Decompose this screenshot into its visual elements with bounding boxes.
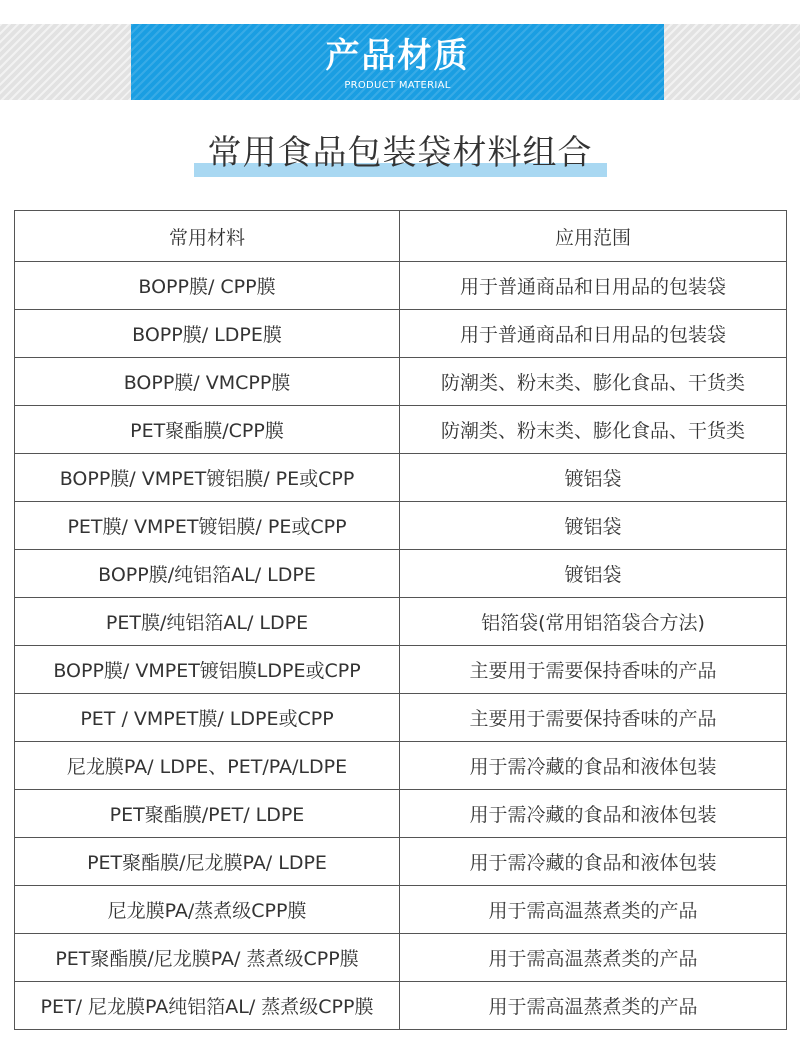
- usage-cell: 用于需高温蒸煮类的产品: [400, 982, 787, 1030]
- table-row: [15, 262, 787, 310]
- column-header-material: 常用材料: [15, 211, 400, 262]
- usage-cell: 用于需高温蒸煮类的产品: [400, 934, 787, 982]
- table-row: [15, 790, 787, 838]
- material-cell: PET/ 尼龙膜PA纯铝箔AL/ 蒸煮级CPP膜: [15, 982, 400, 1030]
- material-cell: PET膜/纯铝箔AL/ LDPE: [15, 598, 400, 646]
- table-row: [15, 934, 787, 982]
- usage-cell: 防潮类、粉末类、膨化食品、干货类: [400, 406, 787, 454]
- material-cell: PET / VMPET膜/ LDPE或CPP: [15, 694, 400, 742]
- material-cell: BOPP膜/ CPP膜: [15, 262, 400, 310]
- table-row: [15, 742, 787, 790]
- material-cell: 尼龙膜PA/ LDPE、PET/PA/LDPE: [15, 742, 400, 790]
- table-row: [15, 598, 787, 646]
- usage-cell: 主要用于需要保持香味的产品: [400, 646, 787, 694]
- usage-cell: 用于需高温蒸煮类的产品: [400, 886, 787, 934]
- section-title-text: 常用食品包装袋材料组合: [207, 133, 593, 173]
- usage-cell: 镀铝袋: [400, 502, 787, 550]
- table-row: [15, 694, 787, 742]
- section-title: [194, 128, 607, 178]
- usage-cell: 防潮类、粉末类、膨化食品、干货类: [400, 358, 787, 406]
- table-row: [15, 502, 787, 550]
- material-cell: BOPP膜/ VMCPP膜: [15, 358, 400, 406]
- material-cell: PET聚酯膜/PET/ LDPE: [15, 790, 400, 838]
- material-cell: 尼龙膜PA/蒸煮级CPP膜: [15, 886, 400, 934]
- usage-cell: 镀铝袋: [400, 454, 787, 502]
- table-row: [15, 454, 787, 502]
- table-row: [15, 982, 787, 1030]
- usage-cell: 用于需冷藏的食品和液体包装: [400, 742, 787, 790]
- header-subtitle: PRODUCT MATERIAL: [344, 80, 451, 91]
- table-row: [15, 550, 787, 598]
- table-row: [15, 310, 787, 358]
- table-row: [15, 838, 787, 886]
- header-title: 产品材质: [325, 36, 470, 76]
- table-row: [15, 646, 787, 694]
- usage-cell: 用于普通商品和日用品的包装袋: [400, 310, 787, 358]
- usage-cell: 镀铝袋: [400, 550, 787, 598]
- material-cell: BOPP膜/ VMPET镀铝膜LDPE或CPP: [15, 646, 400, 694]
- section-title-container: [0, 128, 800, 178]
- material-table: [14, 210, 787, 1030]
- material-cell: PET聚酯膜/尼龙膜PA/ LDPE: [15, 838, 400, 886]
- table-header-row: [15, 211, 787, 262]
- material-cell: PET聚酯膜/CPP膜: [15, 406, 400, 454]
- material-cell: BOPP膜/ VMPET镀铝膜/ PE或CPP: [15, 454, 400, 502]
- table-row: [15, 886, 787, 934]
- table-row: [15, 406, 787, 454]
- material-cell: PET膜/ VMPET镀铝膜/ PE或CPP: [15, 502, 400, 550]
- usage-cell: 用于普通商品和日用品的包装袋: [400, 262, 787, 310]
- usage-cell: 用于需冷藏的食品和液体包装: [400, 790, 787, 838]
- table-row: [15, 358, 787, 406]
- header-banner: [131, 24, 664, 100]
- material-cell: PET聚酯膜/尼龙膜PA/ 蒸煮级CPP膜: [15, 934, 400, 982]
- column-header-usage: 应用范围: [400, 211, 787, 262]
- usage-cell: 用于需冷藏的食品和液体包装: [400, 838, 787, 886]
- usage-cell: 主要用于需要保持香味的产品: [400, 694, 787, 742]
- usage-cell: 铝箔袋(常用铝箔袋合方法): [400, 598, 787, 646]
- material-cell: BOPP膜/ LDPE膜: [15, 310, 400, 358]
- material-cell: BOPP膜/纯铝箔AL/ LDPE: [15, 550, 400, 598]
